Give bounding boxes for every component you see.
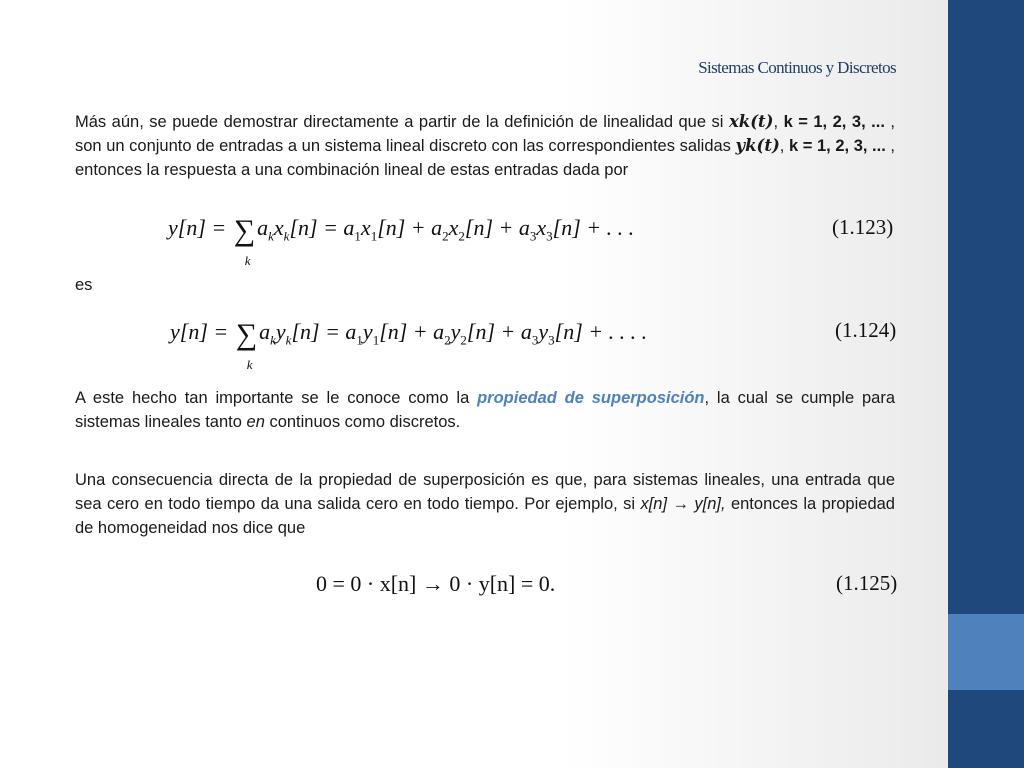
- index-range: k = 1, 2, 3, ...: [788, 137, 886, 155]
- math-xk: 𝒙𝒌(𝒕): [728, 112, 774, 131]
- eq-sub: 2: [458, 228, 465, 244]
- eq-term: [n] + a: [379, 319, 445, 344]
- eq-term: y: [362, 319, 373, 344]
- eq-term: y: [538, 319, 549, 344]
- eq-term: y: [275, 319, 286, 344]
- eq-term: [n] + a: [377, 215, 443, 240]
- equation-1-124: [170, 318, 648, 372]
- eq-term: [n] = a: [289, 215, 355, 240]
- text: , entonces la respuesta a una combinación lineal de estas entradas dada por: [75, 137, 895, 179]
- eq-term: x: [273, 215, 284, 240]
- italic-math: x[n] → y[n],: [640, 495, 726, 513]
- eq-term: a: [257, 215, 269, 240]
- eq-sub: 3: [529, 228, 537, 244]
- paragraph-linearity: [75, 110, 895, 182]
- equation-1-125: 0 = 0 · x[n] → 0 · y[n] = 0.: [316, 571, 556, 596]
- eq-sub: k: [270, 332, 276, 348]
- paragraph-consequence: [75, 468, 895, 540]
- eq-sub: 2: [444, 332, 451, 348]
- eq-sub: 2: [460, 332, 467, 348]
- eq-term: [n] + . . . .: [554, 319, 648, 344]
- sum-symbol: ∑ k: [236, 321, 257, 349]
- eq-term: [n] + a: [466, 319, 532, 344]
- highlight-term: propiedad de superposición: [477, 389, 705, 407]
- text: Más aún, se puede demostrar directamente a partir de la definición de linealidad que si: [75, 113, 729, 131]
- text: ,: [773, 113, 784, 131]
- text: ,: [779, 137, 789, 155]
- eq-term: [n] + a: [464, 215, 530, 240]
- eq-sub: 3: [548, 332, 555, 348]
- eq-sub: 2: [442, 228, 449, 244]
- eq-sub: 1: [356, 332, 363, 348]
- text: A este hecho tan importante se le conoce como la: [75, 389, 478, 407]
- sum-index: k: [244, 253, 251, 268]
- eq-sub: 3: [546, 228, 553, 244]
- eq-term: [n] = a: [291, 319, 357, 344]
- eq-term: x: [360, 215, 371, 240]
- eq-term: y: [450, 319, 461, 344]
- eq-sub: k: [285, 332, 292, 348]
- math-yk: 𝒚𝒌(𝒕): [735, 136, 780, 155]
- sidebar-light-block: [948, 614, 1024, 690]
- eq-sub: 1: [372, 332, 380, 348]
- eq-term: a: [259, 319, 271, 344]
- text: , son un conjunto de entradas a un sistema lineal discreto con las correspondientes salidas: [75, 113, 896, 155]
- eq-term: x: [536, 215, 547, 240]
- eq-sub: 1: [370, 228, 378, 244]
- text: , la cual se cumple para sistemas lineales tanto: [75, 389, 895, 431]
- equation-number: (1.124): [835, 318, 897, 342]
- italic-word: en: [246, 413, 265, 431]
- eq-lhs: y[n] =: [168, 215, 232, 240]
- eq-sub: 3: [531, 332, 539, 348]
- equation-1-123: [168, 214, 635, 268]
- sum-index: k: [246, 357, 253, 372]
- text: Una consecuencia directa de la propiedad de superposición es que, para sistemas lineales, una entrada que sea cero en todo tiempo da una salida cero en todo tiempo. Por ejemplo, si: [75, 471, 895, 513]
- eq-term: [n] + . . .: [552, 215, 635, 240]
- text: continuos como discretos.: [264, 413, 461, 431]
- equation-number: (1.123): [832, 215, 894, 239]
- equation-number: (1.125): [836, 571, 898, 595]
- eq-term: x: [448, 215, 459, 240]
- slide-title: Sistemas Continuos y Discretos: [698, 58, 896, 77]
- eq-sub: k: [283, 228, 290, 244]
- paragraph-superposition: [75, 386, 895, 434]
- connector-es: es: [75, 276, 93, 294]
- index-range: k = 1, 2, 3, ...: [783, 113, 885, 131]
- text: entonces la propiedad de homogeneidad nos dice que: [75, 495, 895, 537]
- eq-sub: k: [268, 228, 274, 244]
- sum-symbol: ∑ k: [234, 217, 255, 245]
- eq-lhs: y[n] =: [170, 319, 234, 344]
- eq-sub: 1: [354, 228, 361, 244]
